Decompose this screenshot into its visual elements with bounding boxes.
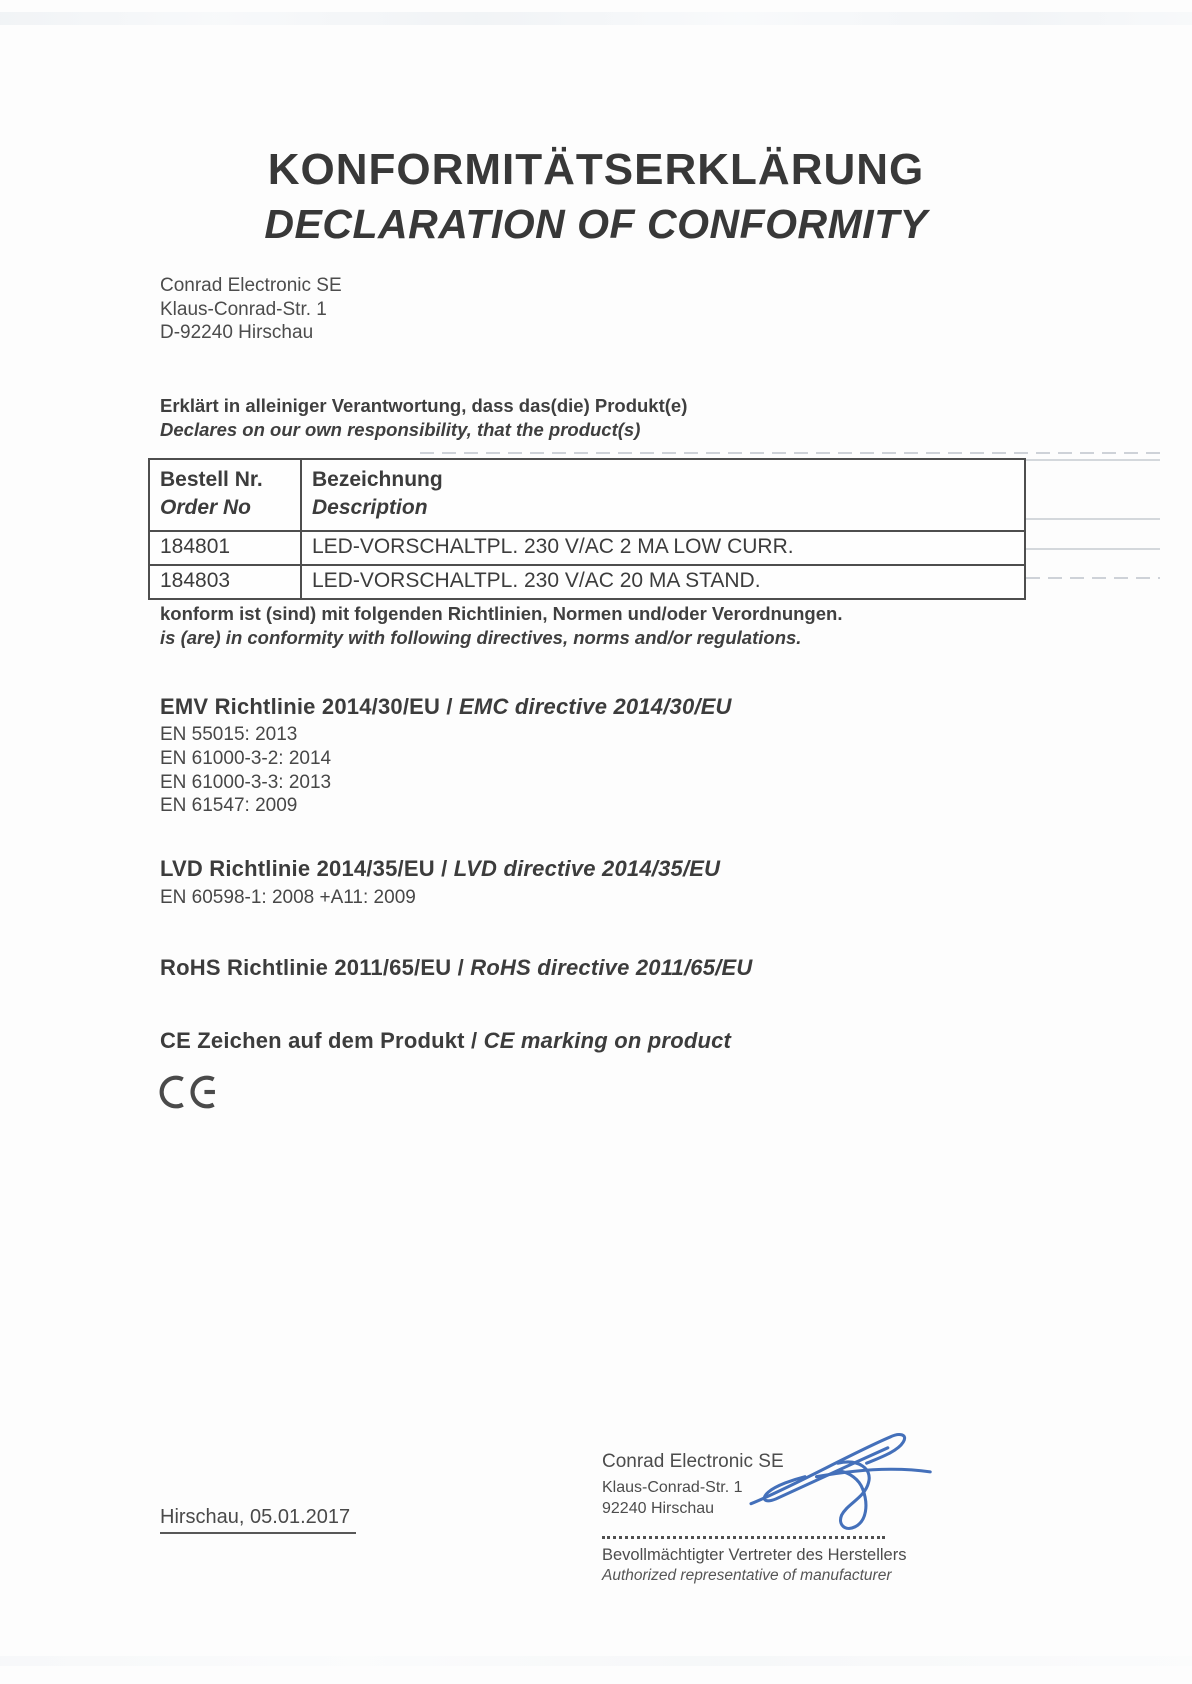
signer-street: Klaus-Conrad-Str. 1 xyxy=(602,1479,743,1496)
product-row-2 xyxy=(149,565,1025,599)
product-2-order-no: 184803 xyxy=(149,565,301,599)
emv-heading-de: EMV Richtlinie 2014/30/EU xyxy=(160,694,441,719)
declaration-statement-de: Erklärt in alleiniger Verantwortung, dass das(die) Produkt(e) xyxy=(160,395,688,416)
product-1-order-no: 184801 xyxy=(149,531,301,565)
rohs-heading-en: RoHS directive 2011/65/EU xyxy=(470,955,753,980)
products-table xyxy=(148,458,1026,600)
standard-line: EN 61000-3-2: 2014 xyxy=(160,747,332,769)
signer-name: Conrad Electronic SE xyxy=(602,1451,784,1472)
standard-line: EN 55015: 2013 xyxy=(160,724,298,745)
signer-role-en: Authorized representative of manufacturer xyxy=(602,1567,892,1584)
document-title-german: KONFORMITÄTSERKLÄRUNG xyxy=(267,145,925,194)
products-table-header-row xyxy=(149,459,1025,531)
scan-artifact-rule xyxy=(1026,548,1160,550)
lvd-heading-de: LVD Richtlinie 2014/35/EU xyxy=(160,856,435,881)
conformity-statement xyxy=(160,602,842,650)
heading-separator: / xyxy=(434,856,454,881)
issuer-city: D-92240 Hirschau xyxy=(160,322,314,343)
scan-artifact-rule xyxy=(1026,577,1160,579)
header-description-en: Description xyxy=(312,496,428,519)
scan-artifact-rule xyxy=(420,452,1160,454)
emv-heading-en: EMC directive 2014/30/EU xyxy=(459,694,732,719)
declaration-statement-en: Declares on our own responsibility, that the product(s) xyxy=(160,419,641,440)
header-order-no-en: Order No xyxy=(160,496,252,519)
section-heading-ce xyxy=(160,1028,731,1054)
document-title-english: DECLARATION OF CONFORMITY xyxy=(264,201,928,248)
signer-role-de: Bevollmächtigter Vertreter des Herstellers xyxy=(602,1546,907,1564)
product-2-description: LED-VORSCHALTPL. 230 V/AC 20 MA STAND. xyxy=(301,565,1025,599)
emv-standards-list xyxy=(160,723,331,818)
product-row-1 xyxy=(149,531,1025,565)
place-and-date: Hirschau, 05.01.2017 xyxy=(160,1506,356,1534)
issuer-street: Klaus-Conrad-Str. 1 xyxy=(160,298,327,320)
signer-city: 92240 Hirschau xyxy=(602,1500,715,1517)
header-description-de: Bezeichnung xyxy=(312,468,443,491)
standard-line: EN 61547: 2009 xyxy=(160,795,298,817)
ce-heading-en: CE marking on product xyxy=(483,1028,732,1053)
heading-separator: / xyxy=(440,694,460,719)
standard-line: EN 61000-3-3: 2013 xyxy=(160,771,332,793)
lvd-heading-en: LVD directive 2014/35/EU xyxy=(453,856,721,881)
scan-artifact-rule xyxy=(1026,459,1160,461)
conformity-statement-en: is (are) in conformity with following directives, norms and/or regulations. xyxy=(160,627,802,648)
issuer-name: Conrad Electronic SE xyxy=(160,275,342,296)
heading-separator: / xyxy=(451,955,471,980)
ce-mark-icon xyxy=(157,1070,221,1114)
header-order-no xyxy=(149,459,301,531)
heading-separator: / xyxy=(464,1028,484,1053)
scan-artifact-rule xyxy=(1026,518,1160,520)
signature-scrawl-icon xyxy=(724,1424,936,1540)
issuer-address-block xyxy=(160,274,342,345)
ce-heading-de: CE Zeichen auf dem Produkt xyxy=(160,1028,465,1053)
conformity-statement-de: konform ist (sind) mit folgenden Richtlinien, Normen und/oder Verordnungen. xyxy=(160,603,843,624)
scan-artifact-band-top xyxy=(0,12,1192,25)
declaration-statement xyxy=(160,394,687,442)
standard-line: EN 60598-1: 2008 +A11: 2009 xyxy=(160,887,416,908)
lvd-standards-list xyxy=(160,886,416,910)
product-1-description: LED-VORSCHALTPL. 230 V/AC 2 MA LOW CURR. xyxy=(301,531,1025,565)
header-order-no-de: Bestell Nr. xyxy=(160,468,263,491)
section-heading-emv xyxy=(160,694,732,720)
rohs-heading-de: RoHS Richtlinie 2011/65/EU xyxy=(160,955,452,980)
header-description xyxy=(301,459,1025,531)
section-heading-lvd xyxy=(160,856,720,882)
section-heading-rohs xyxy=(160,955,752,981)
scan-artifact-band-bottom xyxy=(0,1656,1192,1666)
title-block xyxy=(0,146,1192,247)
